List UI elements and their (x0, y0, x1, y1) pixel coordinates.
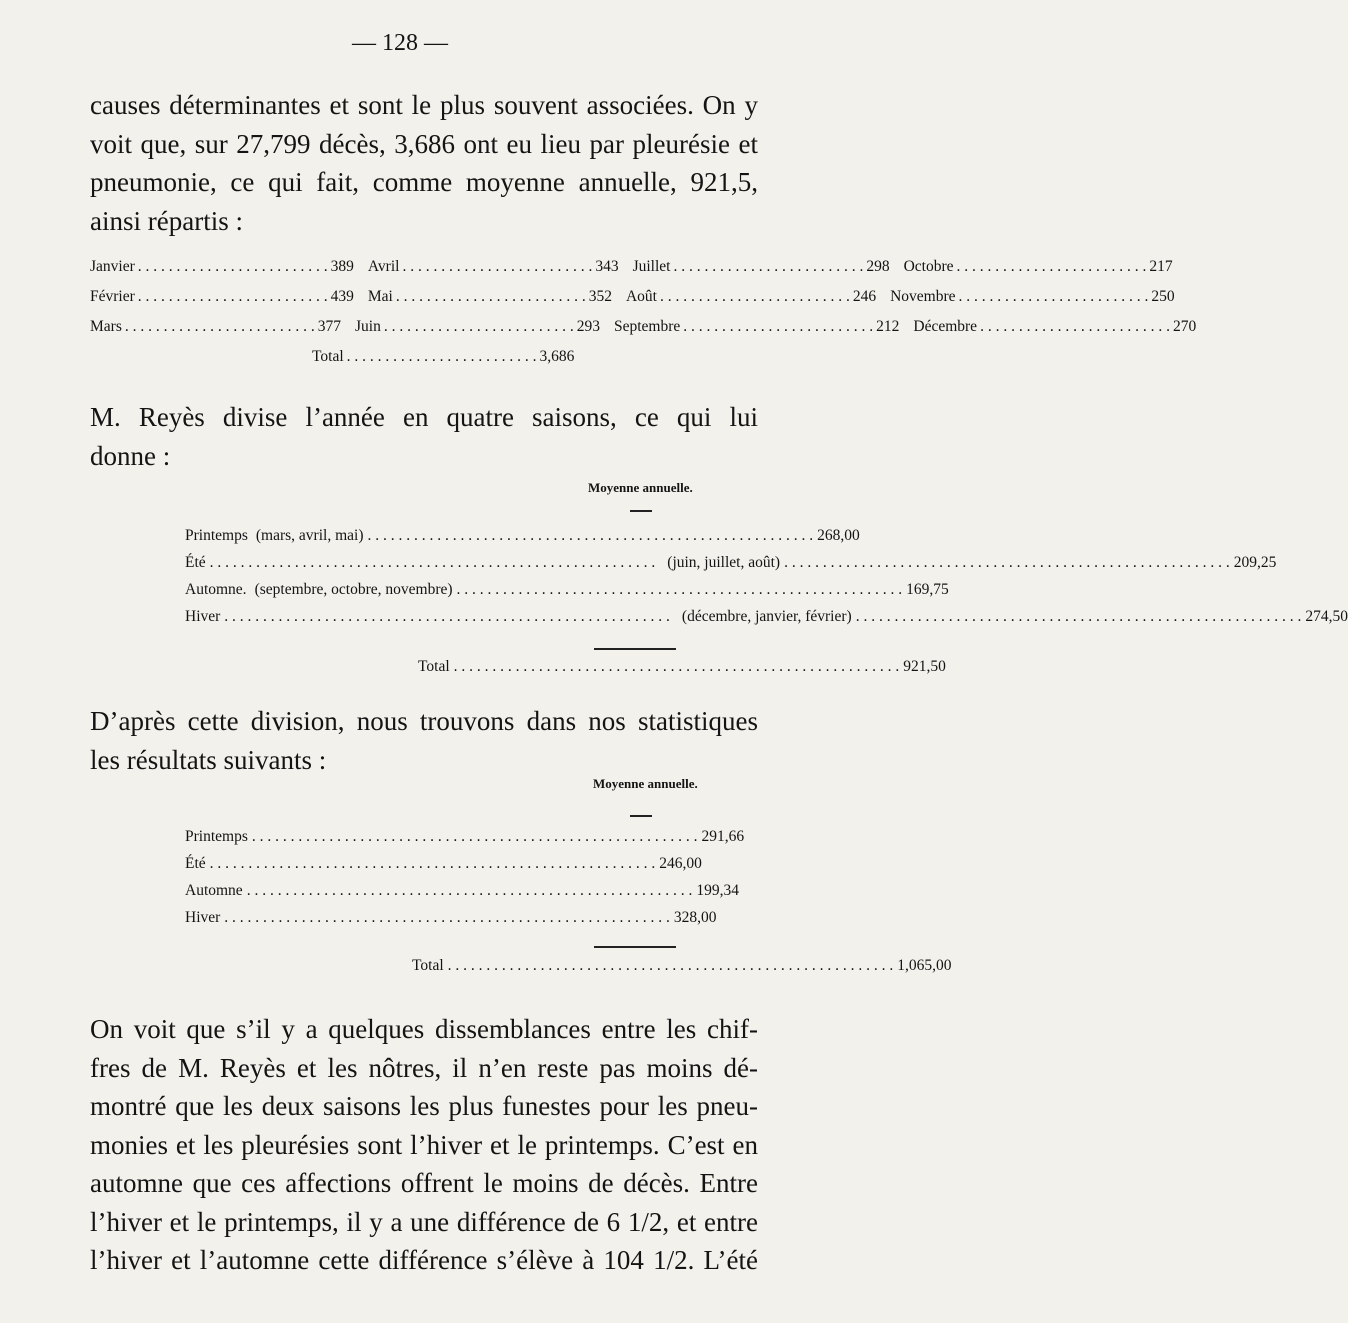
month-name: Juillet (632, 258, 671, 275)
month-value: 250 (1151, 288, 1175, 305)
month-value: 212 (876, 318, 900, 335)
text-line: fres de M. Reyès et les nôtres, il n’en reste pas moins dé- (90, 1052, 758, 1083)
month-cell (614, 318, 913, 336)
leader-dots (220, 608, 674, 626)
text-line: D’après cette division, nous trouvons dans nos statistiques (90, 706, 758, 736)
month-value: 352 (588, 288, 612, 305)
total-value: 921,50 (903, 658, 946, 675)
month-name: Décembre (913, 318, 978, 335)
season-name: Printemps (185, 527, 248, 544)
month-cell (626, 288, 890, 306)
season-months: (décembre, janvier, février) (681, 608, 852, 625)
season-name: Hiver (185, 909, 221, 926)
season-name: Automne. (185, 581, 247, 598)
season-value: 328,00 (673, 909, 717, 926)
leader-dots (954, 258, 1150, 276)
leader-dots (956, 288, 1152, 306)
leader-dots (122, 318, 318, 336)
table-row (90, 288, 1175, 318)
column-header: Moyenne annuelle. (593, 776, 698, 791)
paragraph-intro (90, 86, 758, 240)
month-name: Février (90, 288, 135, 305)
month-cell (913, 318, 1196, 336)
month-value: 377 (317, 318, 341, 335)
leader-dots (670, 258, 866, 276)
month-value: 439 (330, 288, 354, 305)
leader-dots (453, 581, 907, 599)
reyes-season-table (185, 527, 1348, 635)
leader-dots (344, 348, 540, 366)
month-name: Juin (354, 318, 381, 335)
season-name: Printemps (185, 828, 248, 845)
month-cell (890, 288, 1175, 306)
month-cell (90, 258, 368, 276)
paragraph-conclusion (90, 1010, 758, 1280)
table-row (185, 581, 949, 608)
month-cell (904, 258, 1173, 276)
column-header: Moyenne annuelle. (588, 480, 693, 495)
leader-dots (220, 909, 674, 927)
season-name: Hiver (185, 608, 221, 625)
text-line: M. Reyès divise l’année en quatre saisons, ce qui lui (90, 402, 758, 432)
month-name: Mars (90, 318, 122, 335)
leader-dots (780, 554, 1234, 572)
leader-dots (381, 318, 577, 336)
leader-dots (206, 554, 660, 572)
month-name: Janvier (90, 258, 135, 275)
paragraph-reyes (90, 398, 758, 475)
text-line: voit que, sur 27,799 décès, 3,686 ont eu lieu par pleurésie et (90, 128, 758, 159)
month-value: 293 (576, 318, 600, 335)
table-row (185, 909, 717, 936)
month-cell (90, 288, 368, 306)
months-total-row (312, 348, 575, 366)
table-row (90, 318, 1197, 348)
month-value: 270 (1172, 318, 1197, 335)
total-label: Total (412, 957, 444, 974)
our-total-row (412, 957, 952, 975)
month-name: Avril (367, 258, 400, 275)
season-months: (mars, avril, mai) (255, 527, 364, 544)
sum-rule (594, 648, 676, 650)
month-name: Mai (367, 288, 393, 305)
reyes-total-row (418, 658, 946, 676)
season-name: Été (185, 554, 206, 571)
table-row (90, 258, 1173, 288)
table-row (185, 882, 739, 909)
paragraph-our-stats (90, 702, 758, 779)
text-line: montré que les deux saisons les plus funestes pour les pneu- (90, 1091, 758, 1121)
leader-dots (852, 608, 1306, 626)
season-value: 199,34 (696, 882, 739, 899)
month-value: 389 (330, 258, 354, 275)
season-value: 291,66 (701, 828, 745, 845)
table-row (185, 828, 745, 855)
month-value: 217 (1149, 258, 1173, 275)
total-value: 1,065,00 (897, 957, 952, 974)
leader-dots (444, 957, 898, 975)
leader-dots (680, 318, 876, 336)
season-value: 169,75 (906, 581, 949, 598)
header-dash (630, 510, 652, 512)
leader-dots (248, 828, 702, 846)
leader-dots (206, 855, 660, 873)
our-season-table (185, 828, 745, 936)
leader-dots (135, 288, 331, 306)
text-line: pneumonie, ce qui fait, comme moyenne annuelle, 921,5, (90, 167, 758, 197)
season-name: Automne (185, 882, 243, 899)
month-cell (90, 318, 355, 336)
month-value: 343 (595, 258, 619, 275)
month-name: Octobre (903, 258, 954, 275)
table-row (185, 608, 1348, 635)
text-line: monies et les pleurésies sont l’hiver et le printemps. C’est en (90, 1129, 758, 1160)
month-value: 246 (852, 288, 877, 305)
header-dash (630, 815, 652, 817)
season-name: Été (185, 855, 206, 872)
leader-dots (399, 258, 595, 276)
text-line: ainsi répartis : (90, 205, 243, 236)
text-line: automne que ces affections offrent le moins de décès. Entre (90, 1168, 758, 1198)
season-months: (septembre, octobre, novembre) (254, 581, 453, 598)
page-number: — 128 — (352, 30, 448, 56)
text-line: On voit que s’il y a quelques dissemblances entre les chif- (90, 1014, 758, 1044)
season-value: 274,50 (1305, 608, 1348, 625)
month-value: 298 (866, 258, 890, 275)
table-row (185, 527, 860, 554)
month-name: Août (625, 288, 657, 305)
season-value: 209,25 (1233, 554, 1277, 571)
leader-dots (135, 258, 331, 276)
season-months: (juin, juillet, août) (667, 554, 781, 571)
table-row (185, 855, 702, 882)
text-line: l’hiver et le printemps, il y a une différence de 6 1/2, et entre (90, 1206, 758, 1237)
leader-dots (363, 527, 817, 545)
sum-rule (594, 946, 676, 948)
leader-dots (657, 288, 853, 306)
text-line: les résultats suivants : (90, 744, 327, 775)
leader-dots (243, 882, 697, 900)
month-name: Septembre (613, 318, 681, 335)
season-value: 268,00 (817, 527, 860, 544)
table-row (185, 554, 1277, 581)
season-value: 246,00 (659, 855, 702, 872)
monthly-deaths-table (90, 258, 1197, 348)
month-cell (633, 258, 904, 276)
leader-dots (450, 658, 904, 676)
total-label: Total (418, 658, 450, 675)
leader-dots (393, 288, 589, 306)
text-line: l’hiver et l’automne cette différence s’élève à 104 1/2. L’été (90, 1245, 758, 1275)
total-label: Total (312, 348, 344, 365)
total-value: 3,686 (539, 348, 575, 365)
month-cell (355, 318, 614, 336)
month-cell (368, 288, 626, 306)
month-cell (368, 258, 633, 276)
text-line: causes déterminantes et sont le plus souvent associées. On y (90, 90, 758, 120)
text-line: donne : (90, 440, 171, 471)
month-name: Novembre (890, 288, 956, 305)
leader-dots (977, 318, 1173, 336)
